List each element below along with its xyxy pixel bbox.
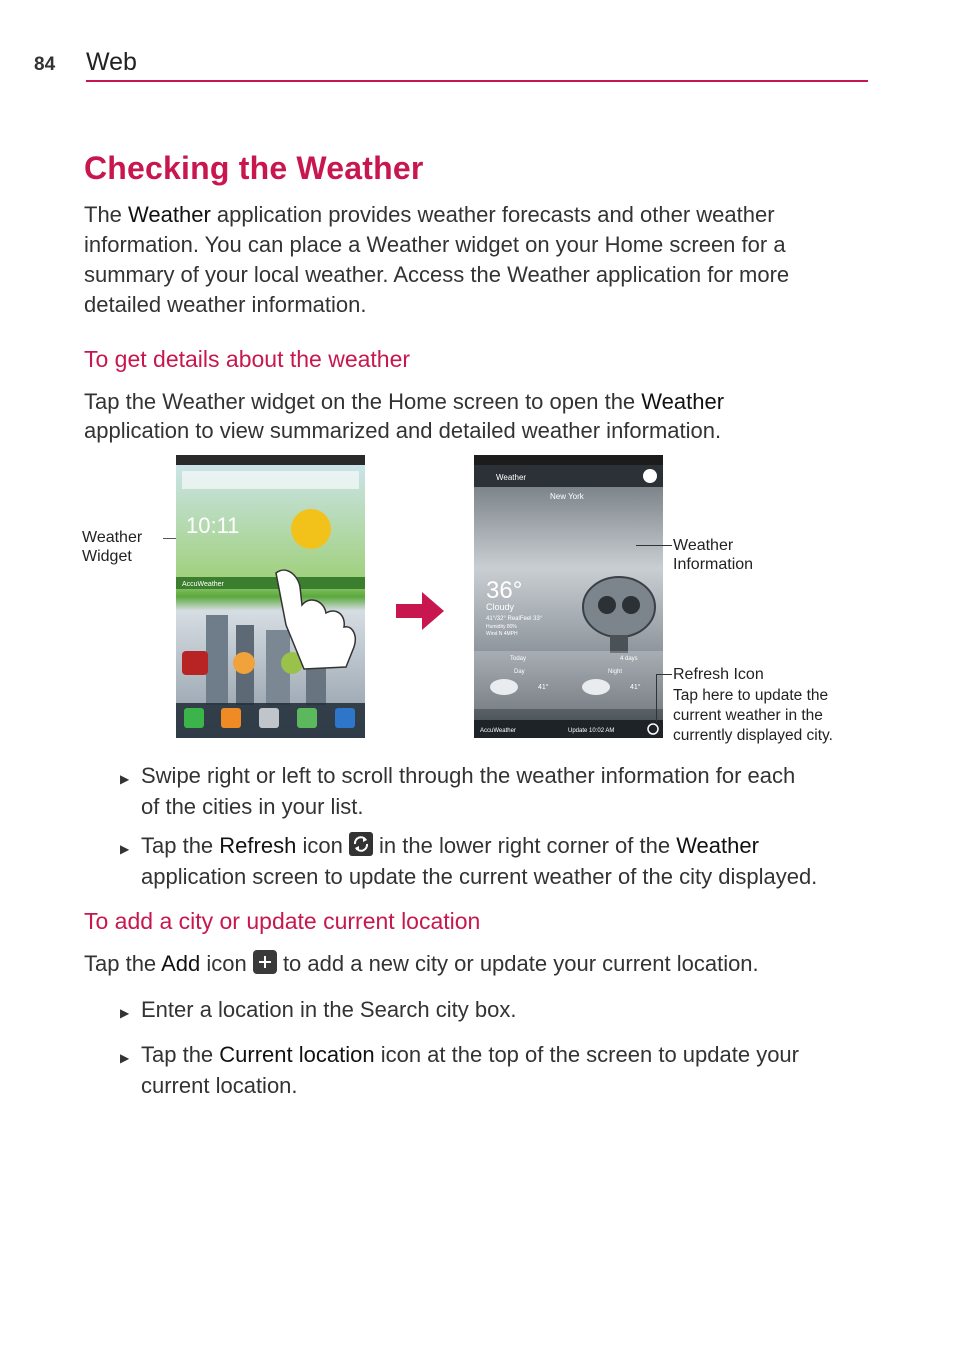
day-label: Day [514, 669, 525, 675]
app-city: New York [550, 492, 584, 501]
callout-weather-information [673, 536, 753, 574]
section2-text: icon [200, 951, 253, 976]
night-temp: 41° [630, 684, 641, 691]
bullet-text: Tap the [141, 833, 220, 858]
intro-line-3: summary of your local weather. Access the Weather application for more [84, 262, 790, 287]
callout-text: current weather in the [673, 707, 823, 724]
bullet-text: icon at the top of the screen to update your [374, 1042, 799, 1067]
bullet-text: icon [296, 833, 349, 858]
bullet-marker-icon: ▶ [120, 842, 130, 856]
bullet-refresh [120, 830, 880, 894]
tab-today: Today [510, 656, 527, 662]
night-label: Night [608, 669, 623, 675]
weather-term: Weather [641, 389, 725, 414]
callout-refresh-desc [673, 686, 833, 746]
bullet-marker-icon: ▶ [120, 772, 130, 786]
app-humidity: Humidity 80% [486, 624, 517, 630]
section1-line-1 [84, 387, 724, 417]
intro-line-4: detailed weather information. [84, 292, 367, 317]
app-wind: Wind N 4MPH [486, 631, 518, 637]
add-term: Add [161, 951, 201, 976]
section1-line-2: application to view summarized and detailed weather information. [84, 418, 722, 443]
callout-text: currently displayed city. [673, 727, 833, 744]
day-temp: 41° [538, 684, 549, 691]
callout-line [636, 545, 672, 546]
bullet-marker-icon: ▶ [120, 1006, 130, 1020]
bullet-line: Swipe right or left to scroll through the weather information for each [141, 763, 796, 788]
callout-text: Widget [82, 548, 132, 565]
intro-text: The [84, 202, 129, 227]
figure [0, 450, 954, 750]
home-brand: AccuWeather [182, 581, 224, 588]
current-location-term: Current location [219, 1042, 375, 1067]
intro-line-2: information. You can place a Weather widget on your Home screen for a [84, 232, 786, 257]
bullet-text: in the lower right corner of the [372, 833, 677, 858]
add-icon [253, 950, 277, 974]
callout-line [656, 674, 657, 722]
intro-text: application provides weather forecasts and other weather [210, 202, 775, 227]
page-number: 84 [34, 54, 56, 75]
refresh-term: Refresh [219, 833, 297, 858]
callout-refresh-title: Refresh Icon [673, 666, 764, 683]
bullet-text [141, 830, 817, 892]
home-time: 10:11 [186, 513, 240, 538]
app-temp: 36° [486, 577, 523, 604]
bullet-text [141, 760, 795, 822]
app-condition: Cloudy [486, 602, 515, 612]
header-rule [86, 80, 868, 82]
bullet-text [141, 1039, 799, 1101]
bullet-current-location [120, 1039, 880, 1103]
home-screen-image [176, 455, 365, 738]
bullet-enter-location [120, 994, 880, 1028]
weather-term: Weather [676, 833, 759, 858]
section1-text: Tap the Weather widget on the Home screen to open the [84, 389, 642, 414]
intro-line-1 [84, 200, 775, 230]
section-title: Web [86, 48, 137, 76]
app-details: 41°/32° RealFeel 33° [486, 616, 543, 622]
callout-text: Weather [673, 537, 734, 554]
bullet-line [141, 830, 817, 861]
callout-text: Tap here to update the [673, 687, 829, 704]
arrow-right-icon [396, 592, 444, 630]
refresh-icon [349, 832, 373, 856]
app-title: Weather [496, 473, 527, 482]
callout-text: Information [673, 556, 754, 573]
bullet-text: Tap the [141, 1042, 220, 1067]
bullet-marker-icon: ▶ [120, 1051, 130, 1065]
weather-term: Weather [128, 202, 211, 227]
bullet-line: application screen to update the current weather of the city displayed. [141, 864, 818, 889]
weather-app-image [474, 455, 663, 738]
subheading-details: To get details about the weather [84, 346, 411, 372]
subheading-add-city: To add a city or update current location [84, 908, 481, 934]
bullet-swipe [120, 760, 880, 824]
bullet-line: of the cities in your list. [141, 794, 364, 819]
section2-text: to add a new city or update your current location. [276, 951, 759, 976]
section2-line [84, 949, 759, 979]
callout-text: Weather [82, 529, 143, 546]
bullet-line: current location. [141, 1073, 298, 1098]
bullet-line [141, 1039, 799, 1070]
app-update: Update 10:02 AM [568, 728, 615, 734]
app-brand: AccuWeather [480, 728, 516, 734]
callout-line [656, 674, 672, 675]
bullet-text: Enter a location in the Search city box. [141, 997, 517, 1022]
section2-text: Tap the [84, 951, 162, 976]
tab-4days: 4 days [620, 656, 638, 662]
page-title: Checking the Weather [84, 150, 424, 186]
callout-weather-widget [82, 528, 142, 566]
